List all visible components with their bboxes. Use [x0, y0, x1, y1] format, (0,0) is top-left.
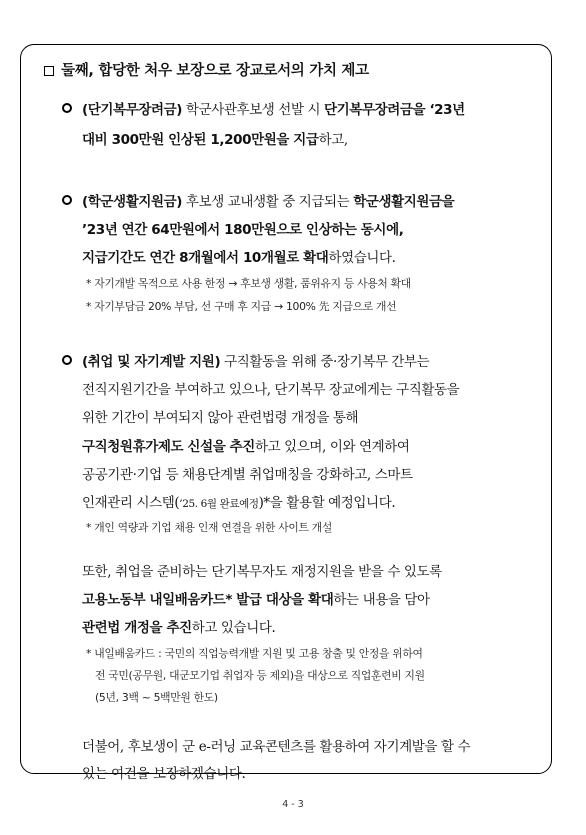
s3-line-2: 전직지원기간을 부여하고 있으나, 단기복무 장교에게는 구직활동을	[82, 382, 460, 398]
s3-line-3: 위한 기간이 부여되지 않아 관련법령 개정을 통해	[82, 410, 359, 426]
p4-note-1: * 내일배움카드 : 국민의 직업능력개발 지원 및 고용 창출 및 안정을 위하여	[86, 647, 423, 660]
p4-line-3: 관련법 개정을 추진하고 있습니다.	[82, 620, 276, 636]
s1-line-1: (단기복무장려금) 학군사관후보생 선발 시 단기복무장려금을 ‘23년	[82, 102, 465, 118]
p5-line-2: 있는 여건을 보장하겠습니다.	[82, 766, 246, 782]
s2-note-1: * 자기개발 목적으로 사용 한정 → 후보생 생활, 품위유지 등 사용처 확대	[86, 277, 411, 290]
s3-note-1: * 개인 역량과 기업 채용 인재 연결을 위한 사이트 개설	[86, 521, 333, 534]
s3-line-4: 구직청원휴가제도 신설을 추진하고 있으며, 이와 연계하여	[82, 439, 410, 455]
s2-line-2: ’23년 연간 64만원에서 180만원으로 인상하는 동시에,	[82, 222, 404, 238]
section-heading: 둘째, 합당한 처우 보장으로 장교로서의 가치 제고	[44, 59, 369, 80]
s2-line-3: 지급기간도 연간 8개월에서 10개월로 확대하였습니다.	[82, 250, 396, 266]
bullet-circle-icon	[62, 355, 72, 365]
p4-note-3: (5년, 3백 ~ 5백만원 한도)	[95, 691, 218, 704]
s1-line-2: 대비 300만원 인상된 1,200만원을 지급하고,	[82, 132, 348, 148]
checkbox-square-icon	[44, 66, 54, 76]
p5-line-1: 더불어, 후보생이 군 e-러닝 교육콘텐츠를 활용하여 자기계발을 할 수	[82, 739, 471, 755]
bullet-circle-icon	[62, 195, 72, 205]
p4-line-2: 고용노동부 내일배움카드* 발급 대상을 확대하는 내용을 담아	[82, 592, 430, 608]
s2-line-1: (학군생활지원금) 후보생 교내생활 중 지급되는 학군생활지원금을	[82, 194, 455, 210]
s2-note-2: * 자기부담금 20% 부담, 선 구매 후 지급 → 100% 先 지급으로 개선	[86, 300, 397, 313]
s3-line-6: 인재관리 시스템(’25. 6월 완료예정)*을 활용할 예정입니다.	[82, 495, 396, 511]
page-number: 4 - 3	[282, 799, 304, 810]
p4-line-1: 또한, 취업을 준비하는 단기복무자도 재정지원을 받을 수 있도록	[82, 564, 442, 580]
bullet-circle-icon	[62, 103, 72, 113]
s3-line-1: (취업 및 자기계발 지원) 구직활동을 위해 중·장기복무 간부는	[82, 354, 430, 370]
s3-line-5: 공공기관·기업 등 채용단계별 취업매칭을 강화하고, 스마트	[82, 467, 413, 483]
p4-note-2: 전 국민(공무원, 대군모기업 취업자 등 제외)을 대상으로 직업훈련비 지원	[95, 669, 425, 682]
